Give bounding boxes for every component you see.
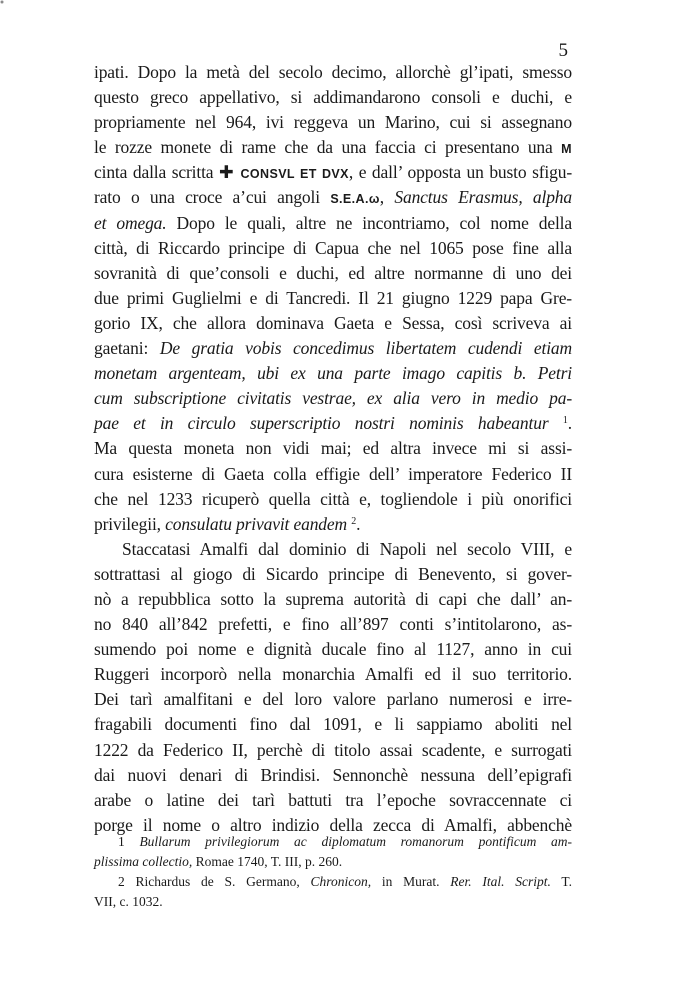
text-run: 2 Richardus de S. Germano, <box>118 874 311 889</box>
text-run: fragabili documenti fino dal 1091, e li sappiamo aboliti nel <box>94 714 572 735</box>
footnote-ref: 2 <box>351 515 357 527</box>
text-line <box>94 487 572 512</box>
text-run: sumendo poi nome e dignità ducale fino al 1127, anno in cui <box>94 639 572 660</box>
text-line <box>94 562 572 587</box>
text-run: Ruggeri incorporò nella monarchia Amalfi ed il suo territorio. <box>94 664 572 685</box>
footnotes <box>94 832 572 912</box>
text-run: sovranità di que’consoli e duchi, ed altre normanne di uno dei <box>94 262 572 283</box>
footnote-ref: 1 <box>562 415 568 427</box>
capital-legend: M <box>561 142 572 157</box>
text-run: gorio IX, che allora dominava Gaeta e Sessa, così scriveva ai <box>94 312 572 333</box>
text-run: in Murat. <box>371 874 451 889</box>
text-run: dai nuovi denari di Brindisi. Sennonchè nessuna dell’epigrafi <box>94 764 572 785</box>
text-run: arabe o latine dei tarì battuti tra l’epoche sovraccennate ci <box>94 789 572 810</box>
text-run: ipati. Dopo la metà del secolo decimo, allorchè gl’ipati, smesso <box>94 62 572 82</box>
text-line <box>94 311 572 336</box>
text-line <box>94 135 572 160</box>
text-run: città, di Riccardo principe di Capua che nel 1065 pose fine alla <box>94 237 572 258</box>
text-line <box>94 763 572 788</box>
ink-speck <box>0 0 10 8</box>
text-run: VII, c. 1032. <box>94 894 163 909</box>
text-line <box>94 687 572 712</box>
text-line <box>94 587 572 612</box>
text-run: Staccatasi Amalfi dal dominio di Napoli nel secolo VIII, e <box>122 538 572 559</box>
text-run: Dopo le quali, altre ne incontriamo, col nome della <box>166 212 572 233</box>
text-run: gaetani: <box>94 338 160 359</box>
italic-text: Bullarum privilegiorum ac diplomatum romanorum pontificum am- <box>139 834 573 849</box>
text-run: due primi Guglielmi e di Tancredi. Il 21 giugno 1229 papa Gre- <box>94 287 572 308</box>
text-run: cura esisterne di Gaeta colla effigie dell’ imperatore Federico II <box>94 463 572 484</box>
capital-legend: S.E.A.ω <box>330 192 380 207</box>
text-line <box>94 361 572 386</box>
text-line <box>94 160 572 185</box>
text-run: questo greco appellativo, si addimandarono consoli e duchi, e <box>94 87 572 108</box>
footnote-line <box>94 832 572 852</box>
text-line <box>94 236 572 261</box>
italic-text: De gratia vobis concedimus libertatem cudendi etiam <box>159 338 572 359</box>
text-run: le rozze monete di rame che da una faccia ci presentano una <box>94 137 562 158</box>
text-run: . <box>356 513 361 534</box>
body-text <box>94 60 572 838</box>
text-run: sottrattasi al giogo di Sicardo principe di Benevento, si gover- <box>94 563 572 584</box>
page-number: 5 <box>558 40 568 61</box>
italic-text: monetam argenteam, ubi ex una parte imago capitis b. Petri <box>94 363 572 384</box>
text-line <box>94 662 572 687</box>
italic-text: consulatu privavit eandem <box>165 513 348 534</box>
text-run: cinta dalla scritta ✚ <box>94 162 241 183</box>
text-line <box>94 436 572 461</box>
text-line <box>94 110 572 135</box>
text-line <box>94 60 572 85</box>
text-run: T. <box>550 874 572 889</box>
footnote-line <box>94 872 572 892</box>
text-run: nò a repubblica sotto la suprema autorità di capi che dall’ an- <box>94 588 572 609</box>
text-line <box>94 512 572 537</box>
text-line <box>94 336 572 361</box>
text-run: 1222 da Federico II, perchè di titolo assai scadente, e surrogati <box>94 739 572 760</box>
text-line <box>94 85 572 110</box>
italic-text: Rer. Ital. Script. <box>450 874 551 889</box>
text-line <box>94 386 572 411</box>
text-line <box>94 537 572 562</box>
text-run: Romae 1740, T. III, p. 260. <box>192 854 343 869</box>
text-run: , <box>379 187 395 208</box>
italic-text: et omega. <box>94 212 167 233</box>
text-line <box>94 211 572 236</box>
text-run: che nel 1233 ricuperò quella città e, togliendole i più onorifici <box>94 488 572 509</box>
italic-text: cum subscriptione civitatis vestrae, ex alia vero in medio pa- <box>94 388 572 409</box>
text-run: Dei tarì amalfitani e del loro valore parlano numerosi e irre- <box>94 689 572 710</box>
text-run: . <box>567 413 572 434</box>
text-line <box>94 411 572 436</box>
text-run: , e dall’ opposta un busto sfigu- <box>348 162 573 183</box>
text-line <box>94 612 572 637</box>
text-run: no 840 all’842 prefetti, e fino all’897 conti s’intitolarono, as- <box>94 614 572 635</box>
footnote-line <box>94 852 572 872</box>
footnote-line <box>94 892 572 912</box>
text-run: privilegii, <box>94 513 166 534</box>
text-run <box>548 413 562 433</box>
italic-text: Chronicon, <box>310 874 372 889</box>
capital-legend: CONSVL ET DVX <box>240 167 349 182</box>
italic-text: plissima collectio, <box>94 854 193 869</box>
text-line <box>94 261 572 286</box>
text-run: Ma questa moneta non vidi mai; ed altra invece mi si assi- <box>94 438 572 459</box>
text-line <box>94 738 572 763</box>
italic-text: Sanctus Erasmus, alpha <box>394 187 573 208</box>
text-line <box>94 185 572 210</box>
text-run: 1 <box>118 834 140 849</box>
text-line <box>94 286 572 311</box>
text-run: porge il nome o altro indizio della zecca di Amalfi, abbenchè <box>94 814 572 835</box>
text-line <box>94 712 572 737</box>
text-line <box>94 637 572 662</box>
text-line <box>94 788 572 813</box>
text-line <box>94 462 572 487</box>
italic-text: pae et in circulo superscriptio nostri nominis habeantur <box>94 413 549 434</box>
text-run: rato o una croce a’cui angoli <box>94 187 331 208</box>
text-run: propriamente nel 964, ivi reggeva un Marino, cui si assegnano <box>94 112 572 133</box>
